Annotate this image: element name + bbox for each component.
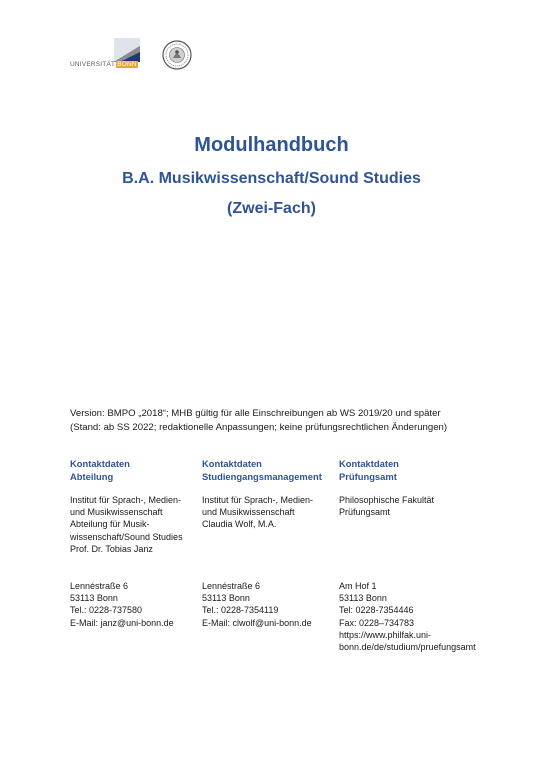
institution-line: Abteilung für Musik- xyxy=(70,519,150,530)
university-seal-icon xyxy=(162,40,192,70)
contact-heading-line: Kontaktdaten xyxy=(339,458,399,469)
phone-line: Tel.: 0228-7354119 xyxy=(202,605,279,616)
version-info xyxy=(70,407,447,435)
contact-column-program-management xyxy=(202,458,336,629)
email-line: E-Mail: janz@uni-bonn.de xyxy=(70,617,174,628)
contact-heading-line: Kontaktdaten xyxy=(70,458,130,469)
institution-line: Institut für Sprach-, Medien- xyxy=(202,495,314,505)
institution-line: Claudia Wolf, M.A. xyxy=(202,519,277,530)
logo-text-bonn: BONN xyxy=(117,61,137,68)
header-logos xyxy=(70,38,210,72)
contact-heading xyxy=(70,458,198,494)
contact-heading xyxy=(339,458,509,494)
address-line: Am Hof 1 xyxy=(339,581,377,591)
contact-institution xyxy=(70,494,198,580)
contact-address xyxy=(202,580,336,629)
logo-text-universitaet: UNIVERSITÄT xyxy=(70,61,116,68)
contact-heading-line: Abteilung xyxy=(70,470,114,482)
phone-line: Tel: 0228-7354446 xyxy=(339,605,414,616)
contact-column-examination-office xyxy=(339,458,509,653)
fax-line: Fax: 0228–734783 xyxy=(339,617,415,628)
address-line: Lennéstraße 6 xyxy=(70,581,129,591)
address-line: 53113 Bonn xyxy=(339,593,387,604)
address-line: 53113 Bonn xyxy=(202,593,250,604)
logo-blocks-icon xyxy=(114,38,140,62)
version-status-line: (Stand: ab SS 2022; redaktionelle Anpassungen; keine prüfungsrechtlichen Änderungen) xyxy=(70,422,448,433)
contact-heading-line: Prüfungsamt xyxy=(339,470,397,482)
university-bonn-logo xyxy=(70,38,142,70)
contact-address xyxy=(339,580,509,653)
phone-line: Tel.: 0228-737580 xyxy=(70,605,143,616)
contact-heading xyxy=(202,458,336,494)
degree-program-title: B.A. Musikwissenschaft/Sound Studies xyxy=(122,170,421,187)
contact-column-department xyxy=(70,458,198,629)
document-title: Modulhandbuch xyxy=(194,134,349,156)
institution-line: wissenschaft/Sound Studies xyxy=(70,531,183,542)
institution-line: und Musikwissenschaft xyxy=(70,507,163,518)
institution-line: Philosophische Fakultät xyxy=(339,495,435,505)
email-line: E-Mail: clwolf@uni-bonn.de xyxy=(202,617,312,628)
contact-institution xyxy=(202,494,336,580)
institution-line: Prüfungsamt xyxy=(339,507,391,518)
address-line: Lennéstraße 6 xyxy=(202,581,261,591)
version-line: Version: BMPO „2018“; MHB gültig für alle Einschreibungen ab WS 2019/20 und später xyxy=(70,408,441,419)
degree-variant: (Zwei-Fach) xyxy=(227,200,316,217)
contact-heading-line: Kontaktdaten xyxy=(202,458,262,469)
website-line: https://www.philfak.uni- xyxy=(339,629,432,640)
website-line: bonn.de/de/studium/pruefungsamt xyxy=(339,642,476,653)
institution-line: Institut für Sprach-, Medien- xyxy=(70,495,182,505)
contact-heading-line: Studiengangsmanagement xyxy=(202,470,322,482)
logo-wordmark xyxy=(70,61,138,69)
address-line: 53113 Bonn xyxy=(70,593,118,604)
contact-address xyxy=(70,580,198,629)
institution-line: und Musikwissenschaft xyxy=(202,507,295,518)
institution-line: Prof. Dr. Tobias Janz xyxy=(70,543,153,554)
contact-institution xyxy=(339,494,509,580)
